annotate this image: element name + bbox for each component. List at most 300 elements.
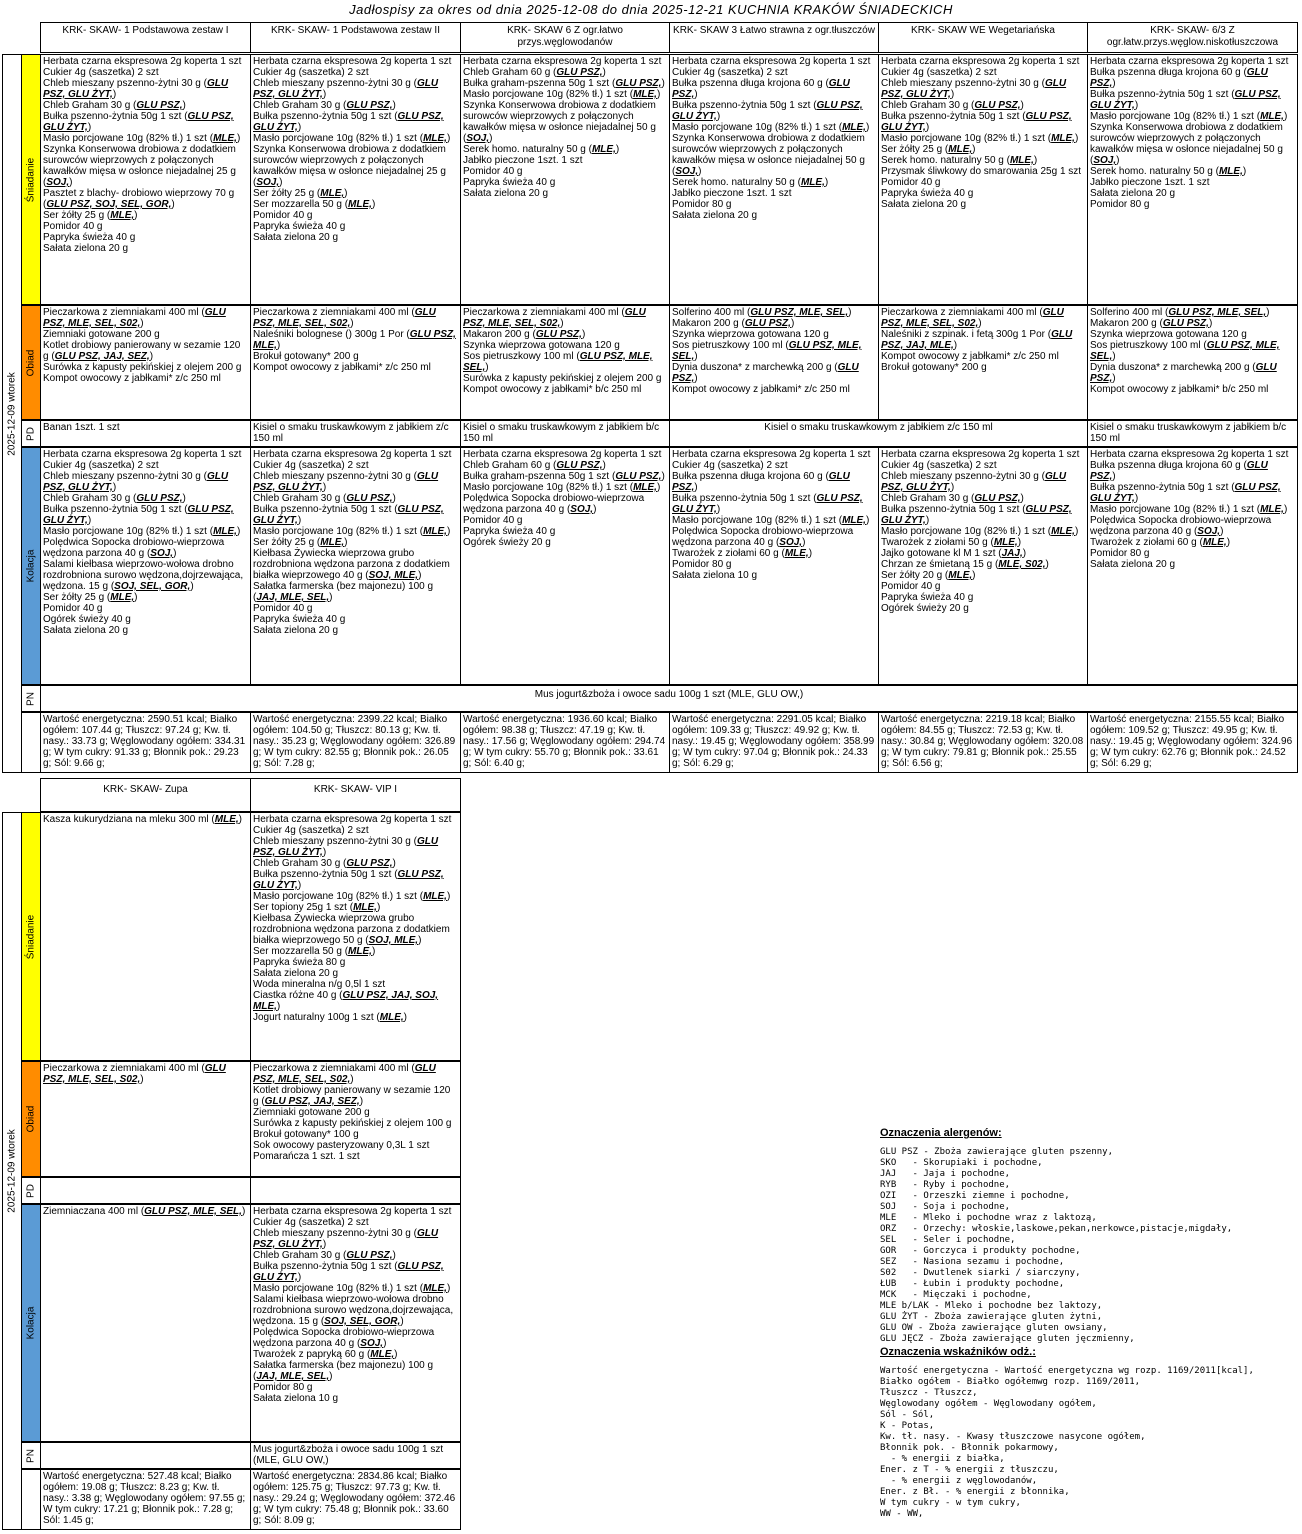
menu-item: Szynka wieprzowa gotowana 120 g (1090, 329, 1247, 340)
menu-item: Herbata czarna ekspresowa 2g koperta 1 szt (43, 449, 242, 460)
allergen-tag: GLU PSZ, GLU ŻYT, (672, 100, 863, 122)
nutrition-cell: Wartość energetyczna: 2219.18 kcal; Białko ogółem: 84.55 g; Tłuszcz: 72.53 g; Kw. tł. nasy.: 30.84 g; Węglowodany ogółem: 320.08 g; W tym cukry: 79.81 g; Błonnik pok.: 25.55 g; Sól: 6.56 g; (878, 712, 1088, 773)
menu-item: Herbata czarna ekspresowa 2g koperta 1 szt (672, 449, 871, 460)
allergen-tag: MLE, (993, 537, 1018, 548)
menu-item: Cukier 4g (saszetka) 2 szt (253, 825, 369, 836)
menu-item: Cukier 4g (saszetka) 2 szt (672, 460, 788, 471)
menu-item: Twarożek z papryką 60 g (MLE,) (253, 1349, 398, 1360)
menu-item: Ogórek świeży 40 g (43, 614, 131, 625)
allergen-legend-item: JAJ - Jaja i pochodne, (880, 1169, 1011, 1179)
menu-item: Bułka graham-pszenna 50g 1 szt (GLU PSZ,) (463, 78, 665, 89)
allergen-legend-item: ŁUB - Łubin i produkty pochodne, (880, 1279, 1065, 1289)
indicator-legend-item: - % energii z węglowodanów, (880, 1476, 1038, 1486)
allergen-tag: GLU PSZ, (615, 471, 662, 482)
menu-item: Pomarańcza 1 szt. 1 szt (253, 1151, 360, 1162)
allergen-tag: JAJ, MLE, SEL, (256, 1371, 330, 1382)
meal-dinner (21, 447, 41, 685)
menu-item: Jabłko pieczone 1szt. 1 szt (1090, 177, 1210, 188)
menu-item: Polędwica Sopocka drobiowo-wieprzowa wędzona parzona 40 g (SOJ,) (43, 537, 225, 559)
allergen-tag: GLU PSZ, (136, 493, 183, 504)
allergen-tag: MLE, (423, 891, 447, 902)
dinner-cell (40, 1204, 251, 1442)
indicator-legend-item: WW - WW, (880, 1509, 924, 1519)
menu-item: Chleb mieszany pszenno-żytni 30 g (GLU PSZ, GLU ŻYT,) (43, 471, 229, 493)
menu-item: Papryka świeża 40 g (881, 188, 974, 199)
menu-item: Ciastka różne 40 g (GLU PSZ, JAJ, SOJ, MLE,) (253, 990, 439, 1012)
menu-item: Polędwica Sopocka drobiowo-wieprzowa wędzona parzona 40 g (SOJ,) (1090, 515, 1272, 537)
menu-item: Chleb Graham 30 g (GLU PSZ,) (43, 100, 186, 111)
indicator-legend-item: K - Potas, (880, 1421, 935, 1431)
menu-item: Cukier 4g (saszetka) 2 szt (672, 67, 788, 78)
breakfast-cell (878, 54, 1088, 305)
nutrition-cell: Wartość energetyczna: 2834.86 kcal; Białko ogółem: 125.75 g; Tłuszcz: 97.73 g; Kw. tł. nasy.: 29.24 g; Węglowodany ogółem: 372.46 g; W tym cukry: 75.48 g; Błonnik pok.: 33.60 g; Sól: 8.09 g; (250, 1469, 461, 1530)
allergen-tag: GLU PSZ, MLE, SEL, S02, (43, 1063, 226, 1085)
menu-item: Pieczarkowa z ziemniakami 400 ml (GLU PSZ, MLE, SEL, S02,) (881, 307, 1064, 329)
column-header: KRK- SKAW 3 Łatwo strawna z ogr.tłuszczów (669, 22, 879, 53)
allergen-tag: GLU PSZ, GLU ŻYT, (253, 78, 439, 100)
meal-pd (21, 420, 41, 447)
allergen-legend-item: SOJ - Soja i pochodne, (880, 1202, 1011, 1212)
menu-item: Sałatka farmerska (bez majonezu) 100 g (JAJ, MLE, SEL,) (253, 581, 434, 603)
menu-item: Szynka Konserwowa drobiowa z dodatkiem surowców wieprzowych z połączonych kawałków mięsa w osłonce niejadalnej 50 g (SOJ,) (672, 133, 865, 177)
menu-item: Pieczarkowa z ziemniakami 400 ml (GLU PSZ, MLE, SEL, S02,) (463, 307, 646, 329)
allergen-tag: GLU PSZ, (672, 362, 859, 384)
menu-item: Pomidor 80 g (1090, 548, 1150, 559)
allergen-legend (880, 1128, 1254, 1520)
allergen-tag: GLU PSZ, MLE, SEL, S02, (253, 307, 436, 329)
allergen-tag: GLU PSZ, MLE, SEL, (1168, 307, 1267, 318)
allergen-tag: MLE, (784, 548, 809, 559)
allergen-tag: GLU PSZ, (556, 460, 603, 471)
allergen-tag: GLU PSZ, (136, 100, 183, 111)
menu-item: Makaron 200 g (GLU PSZ,) (463, 329, 586, 340)
allergen-legend-item: GLU OW - Zboża zawierające gluten owsiany, (880, 1323, 1108, 1333)
indicator-legend-title: Oznaczenia wskaźników odż.: (880, 1346, 1036, 1358)
allergen-legend-item: GLU JĘCZ - Zboża zawierające gluten jęczmienny, (880, 1334, 1135, 1344)
indicator-legend-item: Kw. tł. nasy. - Kwasy tłuszczowe nasycone ogółem, (880, 1432, 1146, 1442)
column-header: KRK- SKAW- 1 Podstawowa zestaw II (250, 22, 461, 53)
menu-item: Bułka pszenno-żytnia 50g 1 szt (GLU PSZ, GLU ŻYT,) (672, 100, 863, 122)
menu-item: Jabłko pieczone 1szt. 1 szt (672, 188, 792, 199)
menu-item: Solferino 400 ml (GLU PSZ, MLE, SEL,) (1090, 307, 1270, 318)
menu-item: Ser żółty 20 g (MLE,) (881, 570, 976, 581)
menu-item: Bułka pszenno-żytnia 50g 1 szt (GLU PSZ, GLU ŻYT,) (672, 493, 863, 515)
menu-item: Papryka świeża 40 g (43, 232, 136, 243)
breakfast-cell (40, 812, 251, 1061)
menu-item: Kiełbasa Żywiecka wieprzowa grubo rozdrobniona wędzona parzona z dodatkiem białka wieprzowego 40 g (SOJ, MLE,) (253, 548, 450, 581)
allergen-tag: MLE, (842, 515, 866, 526)
menu-item: Kompot owocowy z jabłkami* b/c 250 ml (1090, 384, 1269, 395)
allergen-tag: GLU PSZ, GLU ŻYT, (672, 493, 863, 515)
allergen-tag: SOJ, (675, 166, 699, 177)
column-header: KRK- SKAW- VIP I (250, 778, 461, 812)
allergen-tag: MLE, (370, 1349, 395, 1360)
allergen-tag: GLU PSZ, GLU ŻYT, (881, 78, 1067, 100)
meal-lunch-2 (21, 1061, 41, 1177)
allergen-legend-item: ORZ - Orzechy: włoskie,laskowe,pekan,nerkowce,pistacje,migdały, (880, 1224, 1233, 1234)
menu-item: Pomidor 40 g (253, 210, 313, 221)
allergen-tag: GLU PSZ, (1162, 318, 1209, 329)
menu-item: Brokuł gotowany* 200 g (881, 362, 987, 373)
menu-item: Herbata czarna ekspresowa 2g koperta 1 szt (881, 56, 1080, 67)
menu-item: Pomidor 40 g (463, 515, 523, 526)
menu-item: Herbata czarna ekspresowa 2g koperta 1 szt (1090, 56, 1289, 67)
dinner-cell (40, 447, 251, 685)
allergen-tag: MLE, (948, 570, 973, 581)
allergen-tag: GLU PSZ, JAJ, MLE, (881, 329, 1073, 351)
meal-pd-2 (21, 1177, 41, 1204)
menu-item: Sałata zielona 20 g (43, 625, 129, 636)
menu-item: Sałata zielona 20 g (253, 232, 339, 243)
menu-item: Naleśniki z szpinak. i fetą 300g 1 Por (GLU PSZ, JAJ, MLE,) (881, 329, 1073, 351)
menu-item: Ser żółty 25 g (MLE,) (43, 592, 138, 603)
allergen-tag: GLU PSZ, MLE, SEL, (1090, 340, 1280, 362)
menu-item: Bułka pszenno-żytnia 50g 1 szt (GLU PSZ, GLU ŻYT,) (253, 504, 444, 526)
allergen-tag: MLE, (423, 526, 447, 537)
allergen-tag: GLU PSZ, GLU ŻYT, (881, 471, 1067, 493)
pd-cell (250, 1177, 461, 1204)
menu-item: Ser topiony 25g 1 szt (MLE,) (253, 902, 381, 913)
allergen-tag: GLU PSZ, (556, 67, 603, 78)
allergen-tag: MLE, (1009, 155, 1034, 166)
allergen-tag: MLE, (1260, 111, 1284, 122)
menu-item: Masło porcjowane 10g (82% tł.) 1 szt (MLE,) (881, 133, 1079, 144)
meal-breakfast-label: Śniadanie (25, 157, 37, 202)
menu-item: Chleb mieszany pszenno-żytni 30 g (GLU PSZ, GLU ŻYT,) (43, 78, 229, 100)
menu-item: Sałata zielona 20 g (1090, 188, 1176, 199)
menu-item: Cukier 4g (saszetka) 2 szt (253, 67, 369, 78)
menu-item: Papryka świeża 40 g (881, 592, 974, 603)
menu-item: Cukier 4g (saszetka) 2 szt (881, 460, 997, 471)
column-header: KRK- SKAW 6 Z ogr.łatwo przys.węglowodanów (460, 22, 670, 53)
menu-item: Bułka pszenna długa krojona 60 g (GLU PSZ,) (1090, 67, 1268, 89)
menu-item: Sos pietruszkowy 100 ml (GLU PSZ, MLE, SEL,) (1090, 340, 1280, 362)
menu-item: Pomidor 40 g (881, 177, 941, 188)
menu-item: Pomidor 40 g (881, 581, 941, 592)
allergen-tag: MLE, (379, 1012, 404, 1023)
dinner-cell (460, 447, 670, 685)
meal-pn-label: PN (25, 691, 37, 706)
meal-pd-2-label: PD (25, 1183, 37, 1198)
allergen-tag: MLE, (591, 144, 616, 155)
allergen-tag: GLU PSZ, GLU ŻYT, (1090, 89, 1281, 111)
indicator-legend-item: Sól - Sól, (880, 1410, 935, 1420)
allergen-legend-item: GLU PSZ - Zboża zawierające gluten pszenny, (880, 1147, 1113, 1157)
allergen-tag: GLU PSZ, (346, 493, 393, 504)
menu-item: Kompot owocowy z jabłkami* z/c 250 ml (253, 362, 431, 373)
allergen-legend-item: S02 - Dwutlenek siarki / siarczyny, (880, 1268, 1081, 1278)
allergen-tag: SOJ, MLE, (368, 570, 419, 581)
menu-item: Pomidor 40 g (463, 166, 523, 177)
menu-item: Chleb Graham 30 g (GLU PSZ,) (253, 1250, 396, 1261)
menu-item: Bułka graham-pszenna 50g 1 szt (GLU PSZ,) (463, 471, 665, 482)
allergen-legend-item: SKO - Skorupiaki i pochodne, (880, 1158, 1043, 1168)
pd-cell: Kisiel o smaku truskawkowym z jabłkiem z/c 150 ml (250, 420, 461, 447)
indicator-list (880, 1366, 1254, 1520)
menu-item: Bułka pszenno-żytnia 50g 1 szt (GLU PSZ, GLU ŻYT,) (1090, 482, 1281, 504)
nutrition-cell: Wartość energetyczna: 1936.60 kcal; Białko ogółem: 98.38 g; Tłuszcz: 47.19 g; Kw. tł. nasy.: 17.56 g; Węglowodany ogółem: 294.74 g; W tym cukry: 55.70 g; Błonnik pok.: 33.61 g; Sól: 6.40 g; (460, 712, 670, 773)
menu-item: Pomidor 40 g (43, 603, 103, 614)
meal-dinner-2-label: Kolacja (25, 1306, 37, 1340)
menu-item: Salami kiełbasa wieprzowo-wołowa drobno rozdrobniona surowo wędzona,dojrzewająca, wędzona. 15 g (SOJ, SEL, GOR,) (253, 1294, 454, 1327)
allergen-legend-item: GLU ŻYT - Zboża zawierające gluten żytni, (880, 1312, 1103, 1322)
allergen-tag: MLE, (948, 144, 973, 155)
menu-item: Polędwica Sopocka drobiowo-wieprzowa wędzona parzona 40 g (SOJ,) (672, 526, 854, 548)
allergen-tag: MLE, (110, 210, 135, 221)
indicator-legend-item: Błonnik pok. - Błonnik pokarmowy, (880, 1443, 1059, 1453)
menu-item: Sałata zielona 20 g (463, 188, 549, 199)
menu-item: Twarożek z ziołami 50 g (MLE,) (881, 537, 1022, 548)
allergen-tag: SOJ, SEL, GOR, (324, 1316, 401, 1327)
menu-item: Przysmak śliwkowy do smarowania 25g 1 szt (881, 166, 1082, 177)
lunch-cell (460, 305, 670, 420)
menu-item: Papryka świeża 40 g (463, 526, 556, 537)
meal-pn-2-label: PN (25, 1448, 37, 1463)
menu-item: Chleb mieszany pszenno-żytni 30 g (GLU PSZ, GLU ŻYT,) (253, 471, 439, 493)
menu-item: Herbata czarna ekspresowa 2g koperta 1 szt (253, 1206, 452, 1217)
menu-item: Pomidor 80 g (253, 1382, 313, 1393)
allergen-tag: GLU PSZ, MLE, SEL, (463, 351, 653, 373)
menu-item: Pomidor 40 g (253, 603, 313, 614)
menu-item: Ser mozzarella 50 g (MLE,) (253, 946, 376, 957)
allergen-tag: GLU PSZ, GLU ŻYT, (253, 1228, 439, 1250)
menu-item: Szynka Konserwowa drobiowa z dodatkiem surowców wieprzowych z połączonych kawałków mięsa w osłonce niejadalnej 25 g (SOJ,) (43, 144, 236, 188)
menu-item: Serek homo. naturalny 50 g (MLE,) (881, 155, 1038, 166)
menu-item: Ziemniaczana 400 ml (GLU PSZ, MLE, SEL,) (43, 1206, 246, 1217)
allergen-tag: MLE, (1218, 166, 1243, 177)
allergen-tag: JAJ, MLE, SEL, (256, 592, 330, 603)
menu-item: Cukier 4g (saszetka) 2 szt (881, 67, 997, 78)
indicator-legend-item: Ener. z Bł. - % energii z błonnika, (880, 1487, 1070, 1497)
allergen-tag: MLE, (423, 1283, 447, 1294)
allergen-legend-title: Oznaczenia alergenów: (880, 1127, 1002, 1139)
menu-item: Surówka z kapusty pekińskiej z olejem 100 g (253, 1118, 452, 1129)
allergen-tag: GLU PSZ, MLE, SEL, S02, (253, 1063, 436, 1085)
allergen-tag: MLE, (110, 592, 135, 603)
allergen-tag: GLU PSZ, GLU ŻYT, (43, 111, 234, 133)
menu-item: Chleb mieszany pszenno-żytni 30 g (GLU PSZ, GLU ŻYT,) (881, 78, 1067, 100)
pn-cell (40, 1442, 251, 1469)
allergen-tag: MLE, (800, 177, 825, 188)
menu-item: Salami kiełbasa wieprzowo-wołowa drobno rozdrobniona surowo wędzona,dojrzewająca, wędzona. 15 g (SOJ, SEL, GOR,) (43, 559, 244, 592)
allergen-tag: GLU PSZ, GLU ŻYT, (1090, 482, 1281, 504)
menu-item: Chrzan ze śmietaną 15 g (MLE, S02,) (881, 559, 1049, 570)
menu-item: Pasztet z blachy- drobiowo wieprzowy 70 g (GLU PSZ, SOJ, SEL, GOR,) (43, 188, 235, 210)
indicator-legend-item: Węglowodany ogółem - Węglowodany ogółem, (880, 1399, 1097, 1409)
menu-item: Herbata czarna ekspresowa 2g koperta 1 szt (1090, 449, 1289, 460)
menu-item: Bułka pszenna długa krojona 60 g (GLU PSZ,) (1090, 460, 1268, 482)
allergen-tag: GLU PSZ, MLE, SEL, (750, 307, 849, 318)
allergen-tag: MLE, (423, 133, 447, 144)
menu-item: Kompot owocowy z jabłkami* z/c 250 ml (672, 384, 850, 395)
menu-item: Masło porcjowane 10g (82% tł.) 1 szt (MLE,) (881, 526, 1079, 537)
menu-item: Ser żółty 25 g (MLE,) (881, 144, 976, 155)
allergen-tag: SOJ, (256, 177, 280, 188)
menu-item: Pomidor 80 g (672, 559, 732, 570)
menu-item: Szynka Konserwowa drobiowa z dodatkiem surowców wieprzowych z połączonych kawałków mięsa w osłonce niejadalnej 50 g (SOJ,) (1090, 122, 1283, 166)
allergen-tag: GLU PSZ, GLU ŻYT, (253, 471, 439, 493)
pd-cell: Kisiel o smaku truskawkowym z jabłkiem z/c 150 ml (669, 420, 1088, 447)
menu-item: Chleb mieszany pszenno-żytni 30 g (GLU PSZ, GLU ŻYT,) (253, 836, 439, 858)
menu-item: Chleb Graham 60 g (GLU PSZ,) (463, 460, 606, 471)
allergen-tag: GLU PSZ, JAJ, SEZ, (264, 1096, 360, 1107)
menu-item: Sałatka farmerska (bez majonezu) 100 g (JAJ, MLE, SEL,) (253, 1360, 434, 1382)
breakfast-cell (250, 54, 461, 305)
menu-item: Szynka wieprzowa gotowana 120 g (672, 329, 829, 340)
menu-item: Bułka pszenna długa krojona 60 g (GLU PSZ,) (672, 78, 850, 100)
menu-item: Sałata zielona 20 g (253, 968, 339, 979)
menu-item: Pomidor 80 g (1090, 199, 1150, 210)
menu-item: Sos pietruszkowy 100 ml (GLU PSZ, MLE, SEL,) (672, 340, 862, 362)
menu-item: Pieczarkowa z ziemniakami 400 ml (GLU PSZ, MLE, SEL, S02,) (43, 1063, 226, 1085)
menu-item: Bułka pszenno-żytnia 50g 1 szt (GLU PSZ, GLU ŻYT,) (253, 869, 444, 891)
menu-item: Sałata zielona 20 g (43, 243, 129, 254)
menu-item: Masło porcjowane 10g (82% tł.) 1 szt (MLE,) (672, 515, 870, 526)
indicator-legend-item: - % energii z białka, (880, 1454, 1005, 1464)
allergen-legend-item: OZI - Orzeszki ziemne i pochodne, (880, 1191, 1070, 1201)
dinner-cell (669, 447, 879, 685)
allergen-tag: MLE, (213, 526, 237, 537)
menu-item: Twarożek z ziołami 60 g (MLE,) (1090, 537, 1231, 548)
allergen-tag: MLE, (353, 902, 377, 913)
menu-item: Sałata zielona 20 g (1090, 559, 1176, 570)
menu-item: Bułka pszenno-żytnia 50g 1 szt (GLU PSZ, GLU ŻYT,) (43, 111, 234, 133)
menu-item: Chleb mieszany pszenno-żytni 30 g (GLU PSZ, GLU ŻYT,) (253, 78, 439, 100)
allergen-tag: SOJ, (150, 548, 174, 559)
allergen-tag: GLU PSZ, (1090, 460, 1268, 482)
menu-item: Chleb Graham 30 g (GLU PSZ,) (253, 858, 396, 869)
allergen-tag: GLU PSZ, GLU ŻYT, (253, 869, 444, 891)
lunch-cell (1087, 305, 1298, 420)
menu-item: Bułka pszenno-żytnia 50g 1 szt (GLU PSZ, GLU ŻYT,) (1090, 89, 1281, 111)
menu-item: Chleb Graham 30 g (GLU PSZ,) (253, 493, 396, 504)
indicator-legend-item: W tym cukry - w tym cukry, (880, 1498, 1021, 1508)
menu-item: Bułka pszenno-żytnia 50g 1 szt (GLU PSZ, GLU ŻYT,) (253, 111, 444, 133)
dinner-cell (1087, 447, 1298, 685)
meal-nutrition-spacer-2 (21, 1469, 41, 1530)
nutrition-cell: Wartość energetyczna: 2155.55 kcal; Białko ogółem: 109.52 g; Tłuszcz: 49.95 g; Kw. tł. nasy.: 19.45 g; Węglowodany ogółem: 324.96 g; W tym cukry: 62.76 g; Błonnik pok.: 24.52 g; Sól: 6.29 g; (1087, 712, 1298, 773)
allergen-legend-item: GOR - Gorczyca i produkty pochodne, (880, 1246, 1081, 1256)
allergen-tag: GLU PSZ, SOJ, SEL, GOR, (46, 199, 172, 210)
allergen-tag: GLU PSZ, (346, 100, 393, 111)
allergen-list (880, 1147, 1254, 1345)
allergen-tag: MLE, (214, 814, 239, 825)
allergen-tag: GLU PSZ, GLU ŻYT, (253, 504, 444, 526)
menu-item: Sałata zielona 10 g (672, 570, 758, 581)
menu-item: Naleśniki bolognese () 300g 1 Por (GLU PSZ, MLE,) (253, 329, 456, 351)
menu-item: Masło porcjowane 10g (82% tł.) 1 szt (MLE,) (43, 526, 241, 537)
allergen-tag: SOJ, (779, 537, 803, 548)
dinner-cell (250, 1204, 461, 1442)
allergen-tag: GLU PSZ, GLU ŻYT, (43, 471, 229, 493)
menu-item: Kasza kukurydziana na mleku 300 ml (MLE,) (43, 814, 242, 825)
allergen-legend-item: MLE b/LAK - Mleko i pochodne bez laktozy, (880, 1301, 1103, 1311)
allergen-tag: MLE, (1051, 133, 1075, 144)
menu-item: Makaron 200 g (GLU PSZ,) (1090, 318, 1213, 329)
meal-breakfast-2-label: Śniadanie (25, 914, 37, 959)
allergen-tag: GLU PSZ, (535, 329, 582, 340)
menu-item: Ogórek świeży 20 g (881, 603, 969, 614)
menu-item: Serek homo. naturalny 50 g (MLE,) (463, 144, 620, 155)
menu-item: Masło porcjowane 10g (82% tł.) 1 szt (MLE,) (672, 122, 870, 133)
column-header: KRK- SKAW- Zupa (40, 778, 251, 812)
menu-item: Masło porcjowane 10g (82% tł.) 1 szt (MLE,) (43, 133, 241, 144)
allergen-tag: GLU PSZ, (974, 493, 1021, 504)
menu-item: Ser żółty 25 g (MLE,) (253, 537, 348, 548)
pn-cell: Mus jogurt&zboża i owoce sadu 100g 1 szt (MLE, GLU OW,) (250, 1442, 461, 1469)
menu-item: Serek homo. naturalny 50 g (MLE,) (1090, 166, 1247, 177)
menu-item: Pieczarkowa z ziemniakami 400 ml (GLU PSZ, MLE, SEL, S02,) (253, 307, 436, 329)
menu-item: Kompot owocowy z jabłkami* z/c 250 ml (43, 373, 221, 384)
column-header: KRK- SKAW- 6/3 Z ogr.łatw.przys.węglow.niskotłuszczowa (1087, 22, 1298, 53)
menu-item: Herbata czarna ekspresowa 2g koperta 1 szt (253, 814, 452, 825)
allergen-tag: GLU PSZ, (974, 100, 1021, 111)
allergen-tag: MLE, (1260, 504, 1284, 515)
date-label: 2025-12-09 wtorek (6, 371, 18, 456)
menu-item: Masło porcjowane 10g (82% tł.) 1 szt (MLE,) (463, 89, 661, 100)
allergen-tag: GLU PSZ, (672, 471, 850, 493)
allergen-tag: MLE, (842, 122, 866, 133)
allergen-tag: MLE, (320, 188, 345, 199)
menu-item: Jogurt naturalny 100g 1 szt (MLE,) (253, 1012, 407, 1023)
menu-item: Surówka z kapusty pekińskiej z olejem 200 g (43, 362, 242, 373)
menu-item: Cukier 4g (saszetka) 2 szt (43, 67, 159, 78)
allergen-tag: SOJ, MLE, (368, 935, 419, 946)
allergen-tag: GLU PSZ, MLE, SEL, (672, 340, 862, 362)
meal-pn-2 (21, 1442, 41, 1469)
pd-cell (40, 1177, 251, 1204)
nutrition-cell: Wartość energetyczna: 527.48 kcal; Białko ogółem: 19.08 g; Tłuszcz: 8.23 g; Kw. tł. nasy.: 3.38 g; Węglowodany ogółem: 97.55 g; W tym cukry: 17.21 g; Błonnik pok.: 7.28 g; Sól: 1.45 g; (40, 1469, 251, 1530)
allergen-tag: GLU PSZ, JAJ, SOJ, MLE, (253, 990, 439, 1012)
allergen-legend-item: MLE - Mleko i pochodne wraz z laktozą, (880, 1213, 1097, 1223)
dinner-cell (250, 447, 461, 685)
pd-cell: Kisiel o smaku truskawkowym z jabłkiem b/c 150 ml (1087, 420, 1298, 447)
menu-item: Kompot owocowy z jabłkami* z/c 250 ml (881, 351, 1059, 362)
column-header: KRK- SKAW WE Wegetariańska (878, 22, 1088, 53)
menu-item: Ser żółty 25 g (MLE,) (43, 210, 138, 221)
menu-item: Ser żółty 25 g (MLE,) (253, 188, 348, 199)
menu-item: Masło porcjowane 10g (82% tł.) 1 szt (MLE,) (1090, 504, 1288, 515)
menu-item: Bułka pszenno-żytnia 50g 1 szt (GLU PSZ, GLU ŻYT,) (253, 1261, 444, 1283)
menu-item: Papryka świeża 40 g (463, 177, 556, 188)
allergen-tag: GLU PSZ, MLE, SEL, S02, (43, 307, 226, 329)
allergen-tag: MLE, (633, 89, 657, 100)
allergen-tag: GLU PSZ, GLU ŻYT, (43, 504, 234, 526)
meal-dinner-label: Kolacja (25, 549, 37, 583)
menu-item: Herbata czarna ekspresowa 2g koperta 1 szt (463, 56, 662, 67)
menu-item: Sok owocowy pasteryzowany 0,3L 1 szt (253, 1140, 430, 1151)
menu-item: Jajko gotowane kl M 1 szt (JAJ,) (881, 548, 1027, 559)
allergen-tag: SOJ, (46, 177, 70, 188)
indicator-legend-item: Białko ogółem - Białko ogółemwg rozp. 1169/2011, (880, 1377, 1141, 1387)
menu-item: Kompot owocowy z jabłkami* b/c 250 ml (463, 384, 642, 395)
allergen-tag: GLU PSZ, MLE, SEL, S02, (881, 307, 1064, 329)
allergen-tag: GLU PSZ, GLU ŻYT, (253, 111, 444, 133)
meal-lunch-label: Obiad (25, 349, 37, 376)
menu-item: Bułka pszenno-żytnia 50g 1 szt (GLU PSZ, GLU ŻYT,) (881, 111, 1072, 133)
menu-item: Cukier 4g (saszetka) 2 szt (253, 460, 369, 471)
menu-item: Surówka z kapusty pekińskiej z olejem 200 g (463, 373, 662, 384)
allergen-tag: GLU PSZ, (1090, 67, 1268, 89)
nutrition-cell: Wartość energetyczna: 2590.51 kcal; Białko ogółem: 107.44 g; Tłuszcz: 97.24 g; Kw. tł. nasy.: 33.73 g; Węglowodany ogółem: 334.31 g; W tym cukry: 91.33 g; Błonnik pok.: 29.23 g; Sól: 9.66 g; (40, 712, 251, 773)
meal-nutrition-spacer (21, 712, 41, 773)
menu-item: Herbata czarna ekspresowa 2g koperta 1 szt (253, 56, 452, 67)
allergen-legend-item: SEZ - Nasiona sezamu i pochodne, (880, 1257, 1065, 1267)
lunch-cell (250, 1061, 461, 1177)
allergen-tag: SOJ, SEL, GOR, (114, 581, 191, 592)
menu-item: Masło porcjowane 10g (82% tł.) 1 szt (MLE,) (463, 482, 661, 493)
menu-item: Twarożek z ziołami 60 g (MLE,) (672, 548, 813, 559)
